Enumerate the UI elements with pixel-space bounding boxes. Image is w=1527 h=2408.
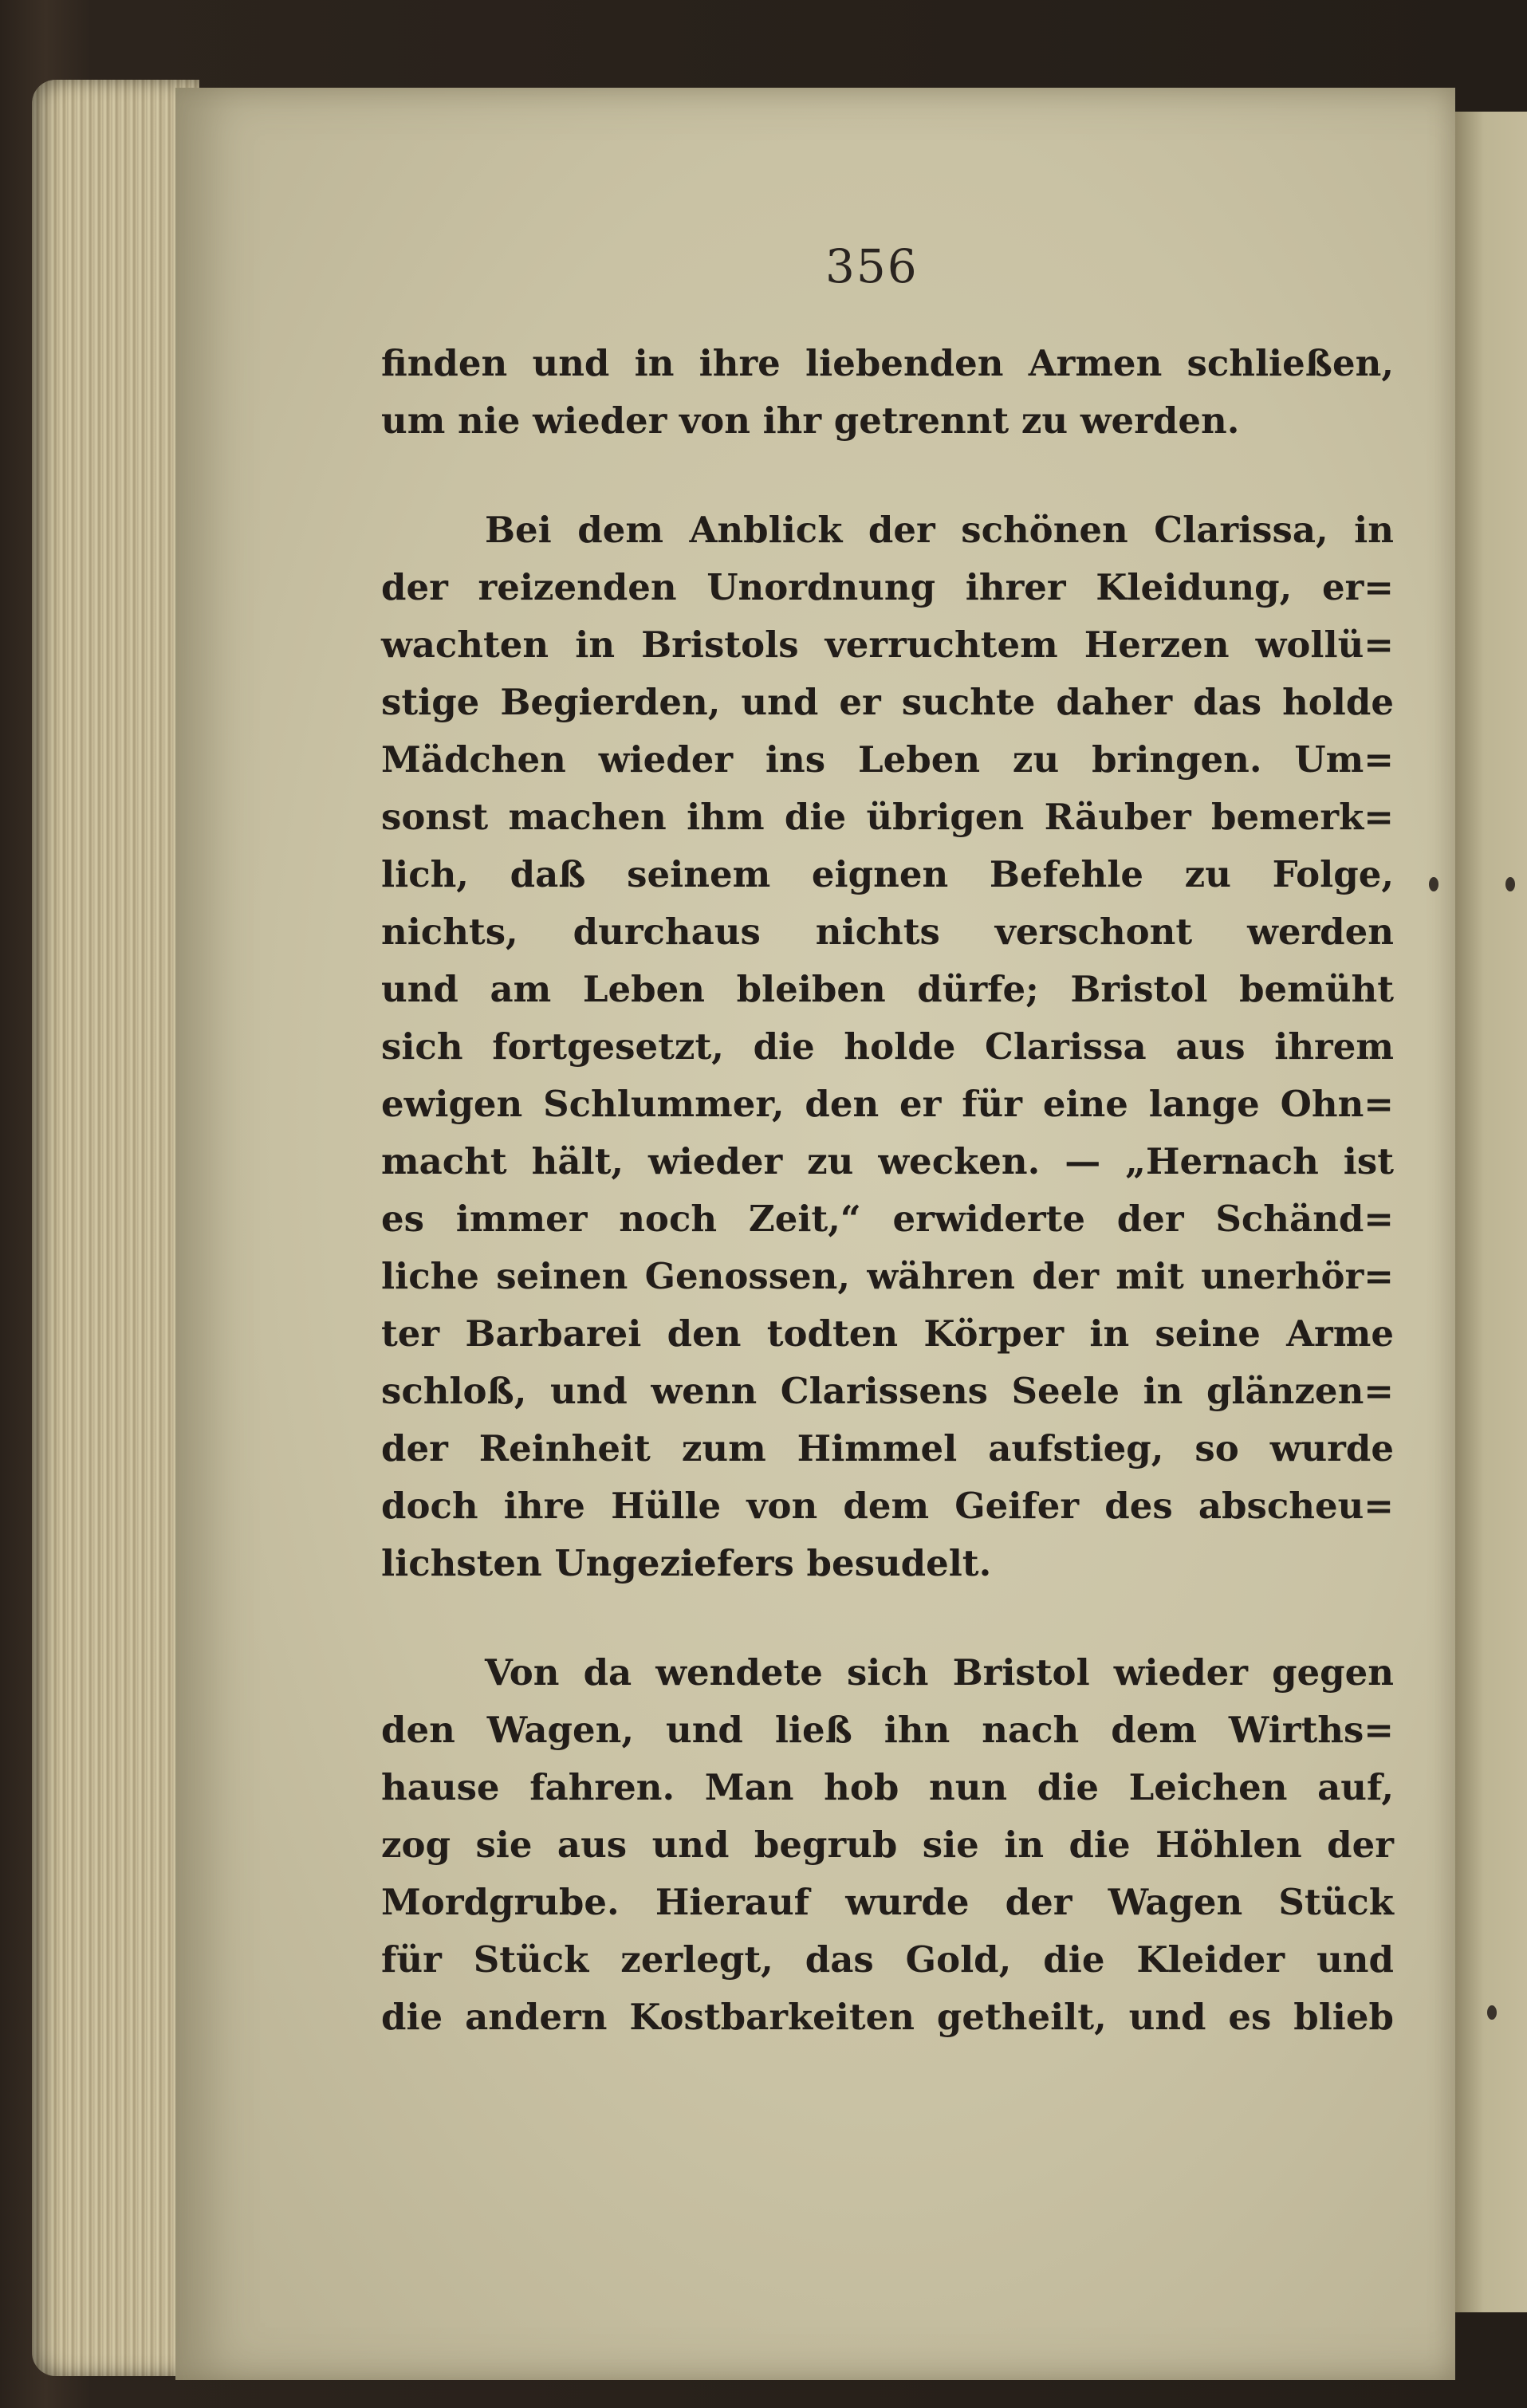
text-line: doch ihre Hülle von dem Geifer des abscheu= xyxy=(381,1485,1394,1527)
text-line: ewigen Schlummer, den er für eine lange Ohn= xyxy=(381,1083,1394,1125)
text-line: nichts, durchaus nichts verschont werden xyxy=(381,911,1394,953)
text-line: zog sie aus und begrub sie in die Höhlen der xyxy=(381,1824,1394,1866)
text-line: Bei dem Anblick der schönen Clarissa, in xyxy=(485,509,1394,551)
text-line: lich, daß seinem eignen Befehle zu Folge, xyxy=(381,853,1394,895)
facing-page-edge xyxy=(1455,112,1527,2312)
ink-speck xyxy=(1487,2005,1497,2020)
text-line: Von da wendete sich Bristol wieder gegen xyxy=(485,1651,1394,1694)
text-line: für Stück zerlegt, das Gold, die Kleider und xyxy=(381,1938,1394,1981)
text-line: schloß, und wenn Clarissens Seele in glänzen= xyxy=(381,1370,1394,1412)
ink-speck xyxy=(1505,877,1515,891)
page-block-edge xyxy=(32,80,199,2376)
paragraph xyxy=(381,335,1394,450)
text-line: um nie wieder von ihr getrennt zu werden. xyxy=(381,399,1240,442)
text-line: hause fahren. Man hob nun die Leichen auf, xyxy=(381,1766,1394,1808)
text-line: den Wagen, und ließ ihn nach dem Wirths= xyxy=(381,1709,1394,1751)
ink-speck xyxy=(1429,877,1438,891)
text-line: es immer noch Zeit,“ erwiderte der Schänd= xyxy=(381,1198,1394,1240)
text-line: finden und in ihre liebenden Armen schließen, xyxy=(381,342,1394,384)
text-line: der Reinheit zum Himmel aufstieg, so wurde xyxy=(381,1427,1394,1470)
text-line: der reizenden Unordnung ihrer Kleidung, er= xyxy=(381,566,1394,608)
text-line: stige Begierden, und er suchte daher das holde xyxy=(381,681,1394,723)
paragraph xyxy=(381,502,1394,1592)
text-line: ter Barbarei den todten Körper in seine Arme xyxy=(381,1312,1394,1355)
text-line: Mädchen wieder ins Leben zu bringen. Um= xyxy=(381,738,1394,781)
text-line: lichsten Ungeziefers besudelt. xyxy=(381,1542,992,1584)
text-line: macht hält, wieder zu wecken. — „Hernach ist xyxy=(381,1140,1394,1182)
text-line: liche seinen Genossen, währen der mit unerhör= xyxy=(381,1255,1394,1297)
text-line: wachten in Bristols verruchtem Herzen wollü= xyxy=(381,624,1394,666)
text-line: sonst machen ihm die übrigen Räuber bemerk= xyxy=(381,796,1394,838)
body-text xyxy=(381,335,1394,2046)
text-line: und am Leben bleiben dürfe; Bristol bemüht xyxy=(381,968,1394,1010)
text-line: Mordgrube. Hierauf wurde der Wagen Stück xyxy=(381,1881,1394,1923)
text-line: die andern Kostbarkeiten getheilt, und es blieb xyxy=(381,1996,1394,2038)
text-line: sich fortgesetzt, die holde Clarissa aus ihrem xyxy=(381,1025,1394,1068)
paragraph xyxy=(381,1644,1394,2046)
page-number: 356 xyxy=(825,239,919,293)
